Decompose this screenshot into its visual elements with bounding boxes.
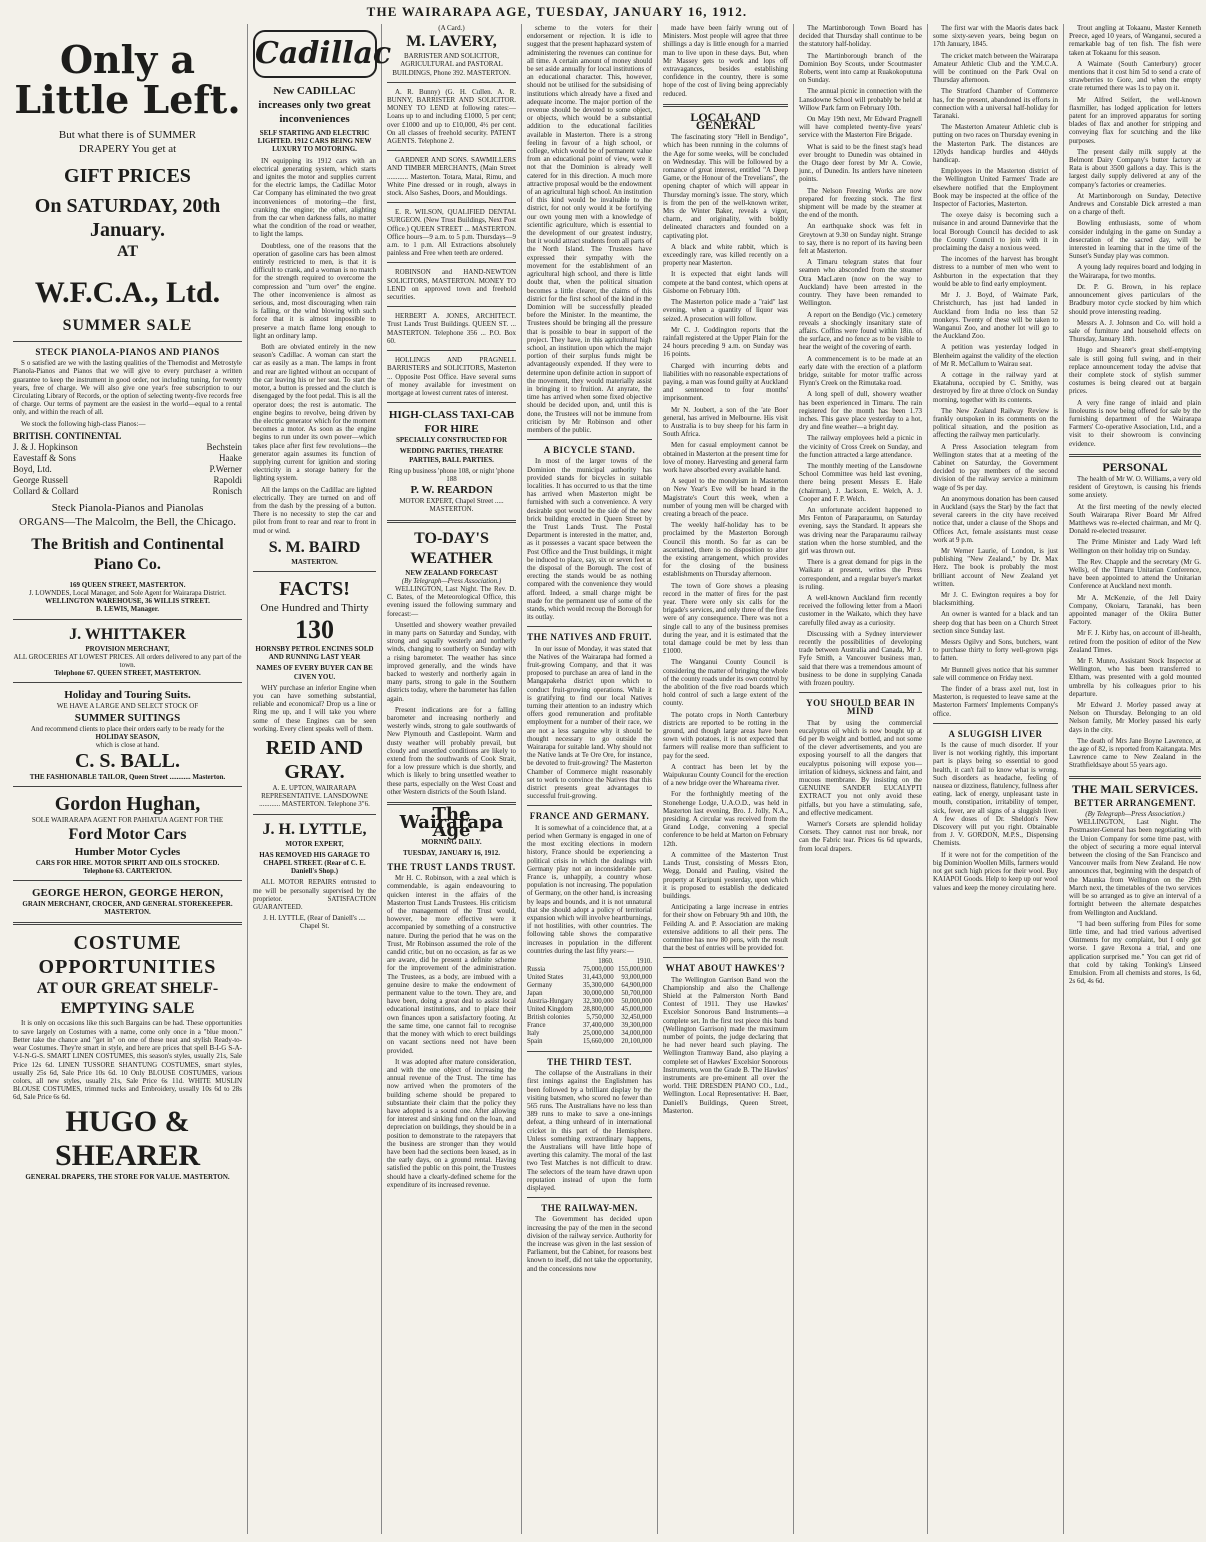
wfca-summer-sale: SUMMER SALE xyxy=(62,317,193,334)
news-item: Trout angling at Tokaanu, Master Kenneth Preece, aged 10 years, of Wanganui, secured a remarkable bag of ten fish. The fish were taken at Tokaanu for this season. xyxy=(1069,24,1201,57)
news-item: An unfortunate accident happened to Mrs Fenton of Paraparaumu, on Saturday evening, says the Standard. It appears she was driving near the Paraparaumu railway station when the horse stumbled, and the girl was thrown out. xyxy=(799,505,922,555)
news-item: At Martinborough on Sunday, Detective Andrews and Constable Dick arrested a man on a charge of theft. xyxy=(1069,191,1201,217)
column-ads-cadillac xyxy=(248,24,392,1534)
costume-heading: COSTUME OPPORTUNITIES xyxy=(38,932,217,979)
table-header-row xyxy=(527,958,652,966)
local-item: Mr N. Joubert, a son of the 'ate Boer general, has arrived in Melbourne. His visit to Australia is to buy sheep for his farm in South Africa. xyxy=(663,405,788,439)
table-row xyxy=(527,982,652,990)
piano-maker-row xyxy=(13,486,242,497)
rail-heading: THE RAILWAY-MEN. xyxy=(541,1203,638,1214)
hughan-phone: Telephone 63. CARTERTON. xyxy=(83,866,172,875)
mail-subheading: BETTER ARRANGEMENT. xyxy=(1074,797,1196,808)
table-country: British colonies xyxy=(527,1013,570,1021)
maker-continental: Haake xyxy=(219,452,242,463)
table-row xyxy=(527,1022,652,1030)
eucalyptus-heading: YOU SHOULD BEAR IN MIND xyxy=(806,698,915,717)
local-item: The Masterton police made a "raid" last evening, when a quantity of liquor was seized. A prosecution will follow. xyxy=(663,298,788,323)
news-item: The Masterton Amateur Athletic club is putting on two races on Thursday evening in the Masterton Park. The distances are 120yds handicap hurdles and 440yds handicap. xyxy=(933,123,1058,165)
maker-british: Collard & Collard xyxy=(13,485,79,496)
news-item: The Martinborough branch of the Dominion Boy Scouts, under Scoutmaster Roberts, went into camp at Ruakokoputuna on Sunday. xyxy=(799,51,922,85)
weather-telegraph: (By Telegraph—Press Association.) xyxy=(401,576,502,585)
hughan-hire: CARS FOR HIRE. MOTOR SPIRIT AND OILS STOCKED. xyxy=(35,858,220,867)
local-item: A black and white rabbit, which is exceedingly rare, was killed recently on a property near Masterton. xyxy=(663,242,788,268)
news-item: Employees in the Masterton district of the Wellington United Farmers' Trade are elsewhere notified that the Employment Book may be inspected at the office of the Inspector of Factories, Masterton. xyxy=(933,167,1058,209)
table-value: 31,443,000 xyxy=(583,973,614,981)
editorial-date: TUESDAY, JANUARY 16, 1912. xyxy=(403,848,500,857)
column-editorial xyxy=(522,24,658,1534)
piano-text: S o satisfied are we with the lasting qualities of the Themodist and Metrostyle Pianola-Pianos and Pianos that we will give to every purchaser a written guarantee to keep the instrument in good order, not including tuning, for twenty years, free of charge. We will also give one year's free subscription to our Circulating Library of Records, or the option of selecting twenty-five records free of charge. Our terms of payment are the easiest in the world—equal to a rental only, and within the reach of all. xyxy=(13,359,242,417)
table-value: 25,000,000 xyxy=(583,1029,614,1037)
wfca-headline: Only a Little Left. xyxy=(14,37,241,122)
hollings-text: HOLLINGS AND PRAGNELL BARRISTERS and SOLICITORS, Masterton ... Opposite Post Office. Have several sums of money available for investment on mortgage at lowest current rates of interest. xyxy=(387,356,516,397)
table-value: 34,000,000 xyxy=(621,1029,652,1037)
table-country: United Kingdom xyxy=(527,1005,573,1013)
maker-british: Eavestaff & Sons xyxy=(13,452,76,463)
news-item: The health of Mr W. O. Williams, a very old resident of Greytown, is causing his friends some anxiety. xyxy=(1069,474,1202,500)
cadillac-logo: Cadillac xyxy=(253,30,377,78)
news-item: WELLINGTON, Last Night. The Postmaster-General has been negotiating with the Union Company for some time past, with the object of securing a more equal interval between the closing of the San Francisco and Vancouver mails from New Zealand. He now announces that, beginning with the despatch of the Maunka from Wellington on the 29th March next, the timetables of the two services will be so arranged as to give an interval of a fortnight between the alternate despatches from Wellington and Auckland. xyxy=(1069,818,1201,917)
news-item: The Prime Minister and Lady Ward left Wellington on their holiday trip on Sunday. xyxy=(1069,538,1201,555)
table-row xyxy=(527,1006,652,1014)
table-country: Austria-Hungary xyxy=(527,997,574,1005)
news-item: The present daily milk supply at the Belmont Dairy Company's butter factory at Rata is about 3500 gallons a day. This is the largest daily supply delivered at any of the company's factories or creameries. xyxy=(1069,147,1201,189)
baird-town: MASTERTON. xyxy=(291,557,338,566)
news-item: A Timaru telegram states that four seamen who absconded from the steamer Otra MacLaren (now on the way to Auckland) have been arrested in the country. They have been remanded to Wellington. xyxy=(799,258,922,308)
news-item: A petition was yesterday lodged in Blenheim against the validity of the election of Mr R. McCallum to Wairau seat. xyxy=(933,343,1058,368)
piano-maker-row xyxy=(13,442,242,453)
hawkes-text: The Wellington Garrison Band won the Championship and also the Challenge Shield at the Palmerston North Band Contest of 1911. They use Hawkes' Excelsior Sonorous Band Instruments—a complete set. In the first test piece this band (Wellington Garrison) made the maximum number of points, the judge declaring that he had never heard such playing. The Wellington Tramway Band, also playing a complete set of Hawkes' Excelsior Sonorous Instruments, won the Grade B. The Hawkes' instruments are pre-eminent all over the world. THE DRESDEN PIANO CO., Ltd., Wellington. Local Representative: H. Baer, Daniell's Buildings, Queen Street, Masterton. xyxy=(663,975,788,1115)
table-row xyxy=(527,974,652,982)
france-text: It is somewhat of a coincidence that, at a period when Germany is engaged in one of the most exciting elections in modern history, France should be experiencing a political crisis in which the dealings with Germany play not an inconsiderable part. France is, unhappily, a country whose population is not increasing. The population of Germany, on the other hand, is increasing by leaps and bounds, and it is not unnatural that she should adopt a policy of territorial expansion which will involve heartburnings, if not hostilities, with other countries. The following table shows the comparative increases in population in the different countries during the last fifty years:— xyxy=(527,823,652,955)
table-value: 32,300,000 xyxy=(583,997,614,1005)
table-value: 37,400,000 xyxy=(583,1021,614,1029)
newspaper-page xyxy=(8,24,1202,1536)
heron-town: MASTERTON. xyxy=(104,908,151,917)
news-item: A well-known Auckland firm recently received the following letter from a Maori customer in the Waikato, which they have carefully filed away as a curiosity. xyxy=(799,594,922,627)
cadillac-sub: SELF STARTING AND ELECTRIC LIGHTED. 1912 CARS BEING NEW LUXURY TO MOTORING. xyxy=(257,129,372,154)
wfca-advert xyxy=(13,37,242,336)
piano-heading: STECK PIANOLA-PIANOS AND PIANOS xyxy=(35,347,220,357)
kaiapoi-text: If it were not for the competition of the big Dominion Woollen Mills, farmers would not get such high prices for their wool. Buy KAIAPOI Goods. Help to keep up our wool values and keep the money circulating here. xyxy=(933,850,1058,892)
ball-holiday: Holiday and Touring Suits. xyxy=(64,689,191,702)
column-ads-left xyxy=(8,24,248,1534)
heron-trade: GRAIN MERCHANT, CROCER, AND GENERAL STOREKEEPER. xyxy=(22,900,233,909)
card-label: (A Card.) xyxy=(438,24,465,32)
news-item: There is a great demand for pigs in the Waikato at present, writes the Press correspondent, and a regular buyer's market is ruling. xyxy=(799,558,922,591)
heron-name: GEORGE HERON, GEORGE HERON, xyxy=(32,887,223,900)
table-country: Japan xyxy=(527,989,543,997)
news-item: A report on the Bendigo (Vic.) cemetery reveals a shockingly insanitary state of affairs. Coffins were found within 18in. of the surface, and no fence as to be visible to hear the weight of the covering of earth. xyxy=(799,310,922,352)
table-year-1860: 1860. xyxy=(598,957,614,965)
bcp-manager: J. LOWNDES, Local Manager, and Sole Agent for Wairarapa District. xyxy=(28,589,227,598)
table-value: 155,000,000 xyxy=(618,965,652,973)
local-item: Mr C. J. Coddington reports that the rainfall registered at the Upper Plain for the 24 hours preceding 9 a.m. on Sunday was 16 points. xyxy=(663,325,788,359)
test-text: The collapse of the Australians in their first innings against the Englishmen has been followed by a brilliant display by the visiting batsmen, who scored no fewer than 565 runs. The Australians have no less than 389 runs to make to save a one-innings defeat, a thing unheard of in international cricket in this part of the Hemisphere. Unless something extraordinary happens, the Australians will have little hope of averting this calamity. The moral of the last two Test Matches is not difficult to draw. The selectors of the team have drawn upon reputation instead of upon the form displayed. xyxy=(527,1069,652,1192)
bunny-text: A. R. Bunny) (G. H. Cullen. A. R. BUNNY, BARRISTER AND SOLICITOR. MONEY TO LEND at following rates:—Loans up to and including £1000, 5 per cent; over £1000 and up to £10,000, 4½ per cent. On all classes of freehold security. PATENT AGENTS. Telephone 2. xyxy=(387,87,516,146)
table-year-1910: 1910. xyxy=(636,957,652,965)
news-item: The railway employees held a picnic in the vicinity of Cross Creek on Sunday, and the function attracted a large attendance. xyxy=(799,434,922,459)
table-row xyxy=(527,1014,652,1022)
taxi-heading: HIGH-CLASS TAXI-CAB FOR HIRE xyxy=(388,409,515,436)
news-item: Mr A. McKenzie, of the Jell Dairy Company, Okoiaru, Taranaki, has been appointed manager of the Okiira Butter Factory. xyxy=(1069,593,1201,627)
wfca-gift-prices: GIFT PRICES xyxy=(64,165,191,187)
bicycle-text: In most of the larger towns of the Dominion the municipal authority has provided stands for bicycles in suitable localities. It has occurred to us that the time has arrived when Masterton might be furnished with such a convenience. A very desirable spot would be the side of the new brick building erected in Queen Street by the Trust Lands Trust. The Postal Department is interested in the matter, and, as it possesses a vacant space between the Post Office and the Trust buildings, it might be induced to place, say, six or seven feet at the disposal of the Borough. The cost of erecting the stands would be as nothing compared with the convenience they would afford. Indeed, a small charge might be made for the permanent use of some of the stands, which would recoup the Borough for its outlay. xyxy=(527,457,652,622)
costume-sale: AT OUR GREAT SHELF-EMPTYING SALE xyxy=(36,980,219,1018)
table-value: 45,000,000 xyxy=(621,1005,652,1013)
news-item: Bowling enthusiasts, some of whom consider indulging in the game on Sunday a desecration of the sacred day, will be interested in learning that in the time of the Sunset's Sunday play was common. xyxy=(1069,219,1201,261)
wfca-line2: DRAPERY You get at xyxy=(78,143,177,155)
weather-forecast: NEW ZEALAND FORECAST xyxy=(405,568,498,577)
local-item: Charged with incurring debts and liabilities with no reasonable expectations of paying, a man was found guilty at Auckland and sentenced to four months' imprisonment. xyxy=(663,361,788,403)
news-item: Mr F. Munro, Assistant Stock Inspector at Wellington, who has been transferred to Eltham, was presented with a gold mounted umbrella by his colleagues prior to his departure. xyxy=(1069,657,1201,698)
cadillac-p2: Doubtless, one of the reasons that the operation of gasoline cars has been almost entirely restricted to men, is that it is difficult to crank, and a woman is no match for the strength required to overcome the compression and "turn over" the engine. The other inconvenience is almost as serious, and, most discouraging when rain is falling, or the wind blowing with such force that it is almost impossible to preserve a match flame long enough to light an ordinary lamp. xyxy=(253,241,376,340)
table-row xyxy=(527,998,652,1006)
table-country: Italy xyxy=(527,1029,540,1037)
table-value: 50,700,000 xyxy=(621,989,652,997)
table-row xyxy=(527,1030,652,1038)
news-item: A young lady requires board and lodging in the Wairarapa, for two months. xyxy=(1069,263,1201,280)
ball-we-have: WE HAVE A LARGE AND SELECT STOCK OF xyxy=(56,702,199,711)
taxi-ring: Ring up business 'phone 108, or night 'phone 188 xyxy=(388,466,515,483)
table-row xyxy=(527,990,652,998)
news-item: Mr J. C. Ewington requires a boy for blacksmithing. xyxy=(933,591,1058,608)
whittaker-phone: Telephone 67. QUEEN STREET, MASTERTON. xyxy=(54,669,201,678)
column-news-7 xyxy=(928,24,1064,1534)
news-item: Mr Bunnell gives notice that his summer sale will commence on Friday next. xyxy=(933,665,1058,682)
weather-p3: Present indications are for a falling barometer and increasing northerly and westerly winds, strong to gale southwards of New Plymouth and Castlepoint. Warm and dusty weather will probably prevail, but cloudy and unsettled conditions are likely to extend from the southwards of Cook Strait, for a low pressure which is due shortly, and which is likely to bring unsettled weather to these parts, especially on the West Coast and other Western districts of the South Island. xyxy=(387,705,516,796)
maker-continental: P.Werner xyxy=(209,463,242,474)
weather-p2: Unsettled and showery weather prevailed in many parts on Saturday and Sunday, with strong and squally westerly and northerly winds, changing to southerly on Sunday with a rising barometer. The weather has since improved generally, and the winds have backed to westerly and northerly again in many parts, strong to gale in the Southern districts today, where the barometer has fallen again. xyxy=(387,620,516,703)
france-heading: FRANCE AND GERMANY. xyxy=(529,811,650,822)
table-value: 75,000,000 xyxy=(583,965,614,973)
news-item: A Waimate (South Canterbury) grocer mentions that it cost him 5d to send a crate of strawberries to Gore, and when the empty crate returned there was 1s to pay on it. xyxy=(1069,59,1201,93)
ball-season: HOLIDAY SEASON, xyxy=(95,732,160,741)
organs-line: ORGANS—The Malcolm, the Bell, the Chicago. xyxy=(19,515,236,528)
ball-close: which is close at hand. xyxy=(95,741,160,750)
facts-line: One Hundred and Thirty xyxy=(260,601,369,614)
piano-maker-row xyxy=(13,453,242,464)
local-item: It is expected that eight lands will compete at the band contest, which opens at Gisborne on February 10th. xyxy=(663,270,788,295)
ball-name: C. S. BALL. xyxy=(74,750,181,773)
table-value: 15,660,000 xyxy=(583,1037,614,1045)
news-item: A long spell of dull, showery weather has been experienced in Timaru. The rain registered for the month has been 1.73 inches. This gave place yesterday to a hot, dry and fine weather—a bright day. xyxy=(799,390,922,432)
news-item: A very fine range of inlaid and plain linoleums is now being offered for sale by the furnishing department of the Wairarapa Farmers' Co-operative Association, Ltd., and a visit to their showroom is convincing evidence. xyxy=(1069,398,1201,448)
ball-suitings: SUMMER SUITINGS xyxy=(74,711,181,724)
news-item: Mr J. J. Boyd, of Waimate Park, Christchurch, has just had landed in Auckland from India no less than 52 monkeys. Twenty of these will be taken to Wanganui Zoo, and another lot will go to the Auckland Zoo. xyxy=(933,291,1058,341)
table-value: 30,000,000 xyxy=(583,989,614,997)
maker-continental: Rapoldi xyxy=(213,474,242,485)
news-item: The New Zealand Railway Review is frankly outspoken in its comments on the political situation, and the position as affecting the railway men particularly. xyxy=(933,406,1058,440)
piano-makers-list xyxy=(13,442,242,497)
news-item: The monthly meeting of the Lansdowne School Committee was held last evening, there being present Messrs E. Hale (chairman), J. Jackson, E. Welch, A. J. Cooper and F. P. Welch. xyxy=(799,461,922,503)
news-item: Dr. P. G. Brown, in his replace announcement gives particulars of the Bradbury motor cycle stocked by him which should prove interesting reading. xyxy=(1069,282,1201,316)
bcp-name: The British and Continental Piano Co. xyxy=(31,535,224,573)
weather-p1: WELLINGTON, Last Night. The Rev. D. C. Bates, of the Meteorological Office, this evening issued the following summary and forecast:— xyxy=(387,584,516,618)
table-country: Russia xyxy=(527,965,546,973)
local-item: The fascinating story "Hell in Bendigo", which has been running in the columns of the Age for some weeks, will be concluded on Wednesday. This will be followed by a romance of great interest, entitled "A Deep Game, or the Honour of the Trevelians", the opening chapter of which will appear in Thursday morning's issue. The story, which is from the pen of the well-known writer, Mrs de Winter Baker, reveals a vigor, charm, and originality, with boldly delineated characters and founded on a captivating plot. xyxy=(663,133,788,240)
wfca-line1: But what there is of SUMMER xyxy=(58,129,197,141)
maker-british: George Russell xyxy=(13,474,69,485)
piano-maker-row xyxy=(13,475,242,486)
news-item: On May 19th next, Mr Edward Pragnell will have completed twenty-five years' service with the Masterton Fire Brigade. xyxy=(799,115,922,140)
population-table xyxy=(527,958,652,1046)
reardon-name: P. W. REARDON xyxy=(410,484,493,497)
hornsby-line: HORNSBY PETROL ENCINES SOLD AND RUNNING LAST YEAR xyxy=(255,644,374,662)
piano-maker-row xyxy=(13,464,242,475)
news-item: A Press Association telegram from Wellington states that at a meeting of the Cabinet on Saturday, the Government decided to pay members of the second division of the railway service a minimum wage of 9s per day. xyxy=(933,442,1058,492)
local-item: A sequel to the mondyism in Masterton on New Year's Eve will be heard in the Magistrate's Court this week, when a number of young men will be charged with creating a breach of the peace. xyxy=(663,477,788,518)
maker-continental: Ronisch xyxy=(212,485,242,496)
table-country: Spain xyxy=(527,1037,543,1045)
maker-continental: Bechstein xyxy=(206,441,242,452)
news-item: Hugo and Shearer's great shelf-emptying sale is still going full swing, and in their replace announcement today the advise that their complete stock of stylish summer costumes is being cleared out at bargain prices. xyxy=(1069,346,1201,396)
news-item: The death of Mrs Jane Boyne Lawrence, at the age of 82, is reported from Kaitangata. Mrs Lawrence came to New Zealand in the Strathfieldsaye about 55 years ago. xyxy=(1069,736,1201,770)
gardner-text: GARDNER AND SONS. SAWMILLERS AND TIMBER MERCHANTS, (Main Street ............ Masterton. Totara, Matai, Rimu, and White Pine dressed or in rough, always in stock. Also Sashes, Doors, and Mouldings. xyxy=(387,156,516,198)
news-item: The finder of a brass axel nut, lost in Masterton, is requested to leave same at the Masterton Farmers' Implements Company's office. xyxy=(933,685,1058,718)
wilson-text: E. R. WILSON, QUALIFIED DENTAL SURGEON. (New Trust Buildings, Next Post Office.) QUEEN STREET ... MASTERTON. Office hours—9 a.m. to 5 p.m. Thursdays—9 a.m. to 1 p.m. All Extractions absolutely painless and Free when teeth are ordered. xyxy=(387,208,516,258)
natives-text: In our issue of Monday, it was stated that the Natives of the Wairarapa had formed a fruit-growing Company, and that it was proposed to purchase an area of land in the Mangapakeha district upon which to conduct fruit-growing operations. While it is gratifying to find our local Natives turning their attention to an industry which offers good remuneration and profitable employment for a number of their race, we are not a less sanguine why it should be thought necessary to go outside the Wairarapa for suitable land. Why should not the Native lands at Te Ore Ore, for instance, be devoted to fruit-growing? The Masterton Chamber of Commerce might reasonably set to work to convince the Natives that this district presents great advantages to successful fruit-growing. xyxy=(527,644,652,801)
column-personal xyxy=(1064,24,1206,1534)
local-item: The Wanganui County Council is considering the matter of bringing the whole of the county roads under its own control by the abolition of the five road boards which hold control of such a large extent of the county. xyxy=(663,658,788,708)
local-item: The weekly half-holiday has to be proclaimed by the Masterton Borough Council this month. So far as can be ascertained, there is no disposition to alter the existing arrangement, which provides for the closing of the business establishments on Thursday afternoon. xyxy=(663,521,788,579)
reid-gray-name: REID AND GRAY. xyxy=(265,736,364,783)
maker-british: J. & J. Hopkinson xyxy=(13,441,78,452)
local-item: The potato crops in North Canterbury districts are reported to be rotting in the ground, and though large areas have been sown with potatoes, it is not expected that farmers will realise more than sufficient to pay for the seed. xyxy=(663,710,788,760)
hawkes-heading: WHAT ABOUT HAWKES'? xyxy=(665,963,786,974)
trust-heading: THE TRUST LANDS TRUST. xyxy=(387,862,516,873)
piano-stock: We stock the following high-class Pianos:— xyxy=(21,419,146,428)
table-value: 32,450,000 xyxy=(621,1013,652,1021)
whittaker-groceries: ALL GROCERIES AT LOWEST PRICES. All orders delivered to any part of the town. xyxy=(13,652,242,670)
rail-text: The Government has decided upon increasing the pay of the men in the second division of the railway service. Authority for the increase was given in the last session of Parliament, but the Cabinet, for reasons best known to itself, did not take the opportunity, and the concessions now xyxy=(527,1215,652,1273)
liver-heading: A SLUGGISH LIVER xyxy=(948,728,1043,739)
news-item: The Martinborough Town Board has decided that Thursday shall continue to be the statutory half-holiday. xyxy=(799,24,922,49)
rail-continued: made have been fairly wrung out of Ministers. Most people will agree that three shillings a day is little enough for a married man to live upon in these days. But, when Mr Massey gets to work and lops off extravagances, besides establishing confidence in the country, there is some hope of the cost of living being appreciably reduced. xyxy=(663,24,788,98)
news-item: An anonymous donation has been caused in Auckland (says the Star) by the fact that several careers in the city have received notice that, under a clause of the Shops and Offices Act, female assistants must cease work at 9 p.m. xyxy=(933,494,1058,544)
news-item: A commencement is to be made at an early date with the erection of a platform bridge, suitable for motor traffic across Flynn's Creek on the Rimutaka road. xyxy=(799,354,922,388)
news-item: Messrs Ogilvy and Sons, butchers, want to purchase thirty to forty well-grown pigs to fatten. xyxy=(933,638,1058,663)
baird-name: S. M. BAIRD xyxy=(268,538,361,556)
ball-tailor: THE FASHIONABLE TAILOR, Queen Street ............ Masterton. xyxy=(29,773,226,782)
news-item: Discussing with a Sydney interviewer recently the possibilities of developing trade between Australia and Canada, Mr J. Fyfe Smith, a Vancouver business man, said that there was a tremendous amount of business to be done in supplying Canada with frozen poultry. xyxy=(799,629,922,688)
taxi-parties: WEDDING PARTIES, THEATRE PARTIES, BALL PARTIES. xyxy=(399,447,504,464)
news-item: The Stratford Chamber of Commerce has, for the present, abandoned its efforts in connection with a universal half-holiday for Taranaki. xyxy=(933,87,1058,121)
hughan-humber: Humber Motor Cycles xyxy=(74,845,181,858)
hornsby-text: WHY purchase an inferior Engine when you can have something substantial, reliable and economical? Drop us a line or Ring me up, and I will take you where some of these Engines can be seen working. Every client speaks well of them. xyxy=(253,683,376,733)
cadillac-p4: All the lamps on the Cadillac are lighted electrically. They are turned on and off from the dash by the pressing of a button. There is no necessity to step the car and pilot from front to rear and rear to front in mud or wind. xyxy=(253,485,376,535)
news-item: The cricket match between the Wairarapa Amateur Athletic Club and the Y.M.C.A. will be continued on the Park Oval on Thursday afternoon. xyxy=(933,51,1058,85)
bicycle-heading: A BICYCLE STAND. xyxy=(543,445,636,456)
table-value: 93,000,000 xyxy=(621,973,652,981)
wfca-at: AT xyxy=(116,243,139,260)
news-item: The incomes of the harvest has brought distress to a number of men who went to Ashburton in the expectation that they would be able to find early employment. xyxy=(933,255,1058,288)
news-item: Messrs A. J. Johnson and Co. will hold a sale of furniture and household effects on Thursday, January 18th. xyxy=(1069,318,1201,344)
column-professional xyxy=(382,24,522,1534)
table-value: 39,300,000 xyxy=(621,1021,652,1029)
local-general-heading: LOCAL AND GENERAL xyxy=(690,109,761,133)
news-item: The annual picnic in connection with the Lansdowne School will probably be held at Willow Park farm on February 10th. xyxy=(799,87,922,112)
mail-heading: THE MAIL SERVICES. xyxy=(1072,781,1198,796)
news-item: An owner is wanted for a black and tan sheep dog that has been on a Church Street section since Sunday last. xyxy=(933,610,1058,635)
whittaker-provision: PROVISION MERCHANT, xyxy=(85,644,170,653)
news-item: At the first meeting of the newly elected South Wairarapa River Board Mr Alfred Matthews was re-elected chairman, and Mr Q. Donald re-elected treasurer. xyxy=(1069,502,1201,536)
hughan-agent: SOLE WAIRARAPA AGENT FOR PAHIATUA AGENT FOR THE xyxy=(31,816,224,825)
costume-text: It is only on occasions like this such Bargains can be had. These opportunities to save largely on Costumes with a name, come only once in a "blue moon." Better take the chance and "get in" on one of these neat and stylish Ready-to-wear Costumes. They're smart in style, and here are prices that spell B-I-G S-A-V-I-N-G-S. SMART LINEN COSTUMES, this season's styles, usually 21s, Sale Price 12s 6d. LINEN TUSSORE SHANTUNG COSTUMES, smart styles, usually 25s 6d, Sale Price 10s 6d. 10 Only BLOUSE COSTUMES, various colors, all new styles, usually 21s, Sale Price 6s 11d. WHITE MUSLIN BLOUSE COSTUMES, trimmed tucks and Embroidery, usually 10s 6d to 28s 6d, Sale Price 6s 6d. xyxy=(13,1019,242,1102)
news-item: An earthquake shock was felt in Greytown at 9.30 on Sunday night. Strange to say, there is no report of its having been felt at Masterton. xyxy=(799,222,922,256)
local-item: A committee of the Masterton Trust Lands Trust, consisting of Messrs Eton, Wegg, Donald and Pauling, visited the property at Kuripuni yesterday, upon which it is proposed to establish the dedicated buildings. xyxy=(663,850,788,900)
cadillac-heading: New CADILLAC increases only two great inconveniences xyxy=(258,85,371,125)
hugo-shearer-tagline: GENERAL DRAPERS, THE STORE FOR VALUE. MASTERTON. xyxy=(25,1172,230,1181)
editorial-p1: scheme to the voters for their endorsement or rejection. It is idle to suggest that the present haphazard system of administering the revenues can continue for all time. A certain amount of money should be set aside annually for local institutions of an educational character. This, however, should not be utilised for the subsidising of institutions which already have a fixed and adequate income. The major portion of the revenue should be devoted to some object, or objects, which would be a substantial addition to the educational facilities available in Masterton. There is a strong feeling in favour of a high school, or college, which would be of permanent value from an educational point of view, were it not that the Dominion is already well catered for in this direction. A much more attractive proposal would be the endowment of an agricultural high school. An institution of this kind would be invaluable to the district, for not only would it be fortifying our own young men with a knowledge of scientific agriculture, which is essential to the development of our greatest industry, but it would attract students from all parts of the North Island. The Trustees have expressed their sympathy with the movement for the establishment of an agricultural high school, and there is little doubt that, when the political situation becomes a little clearer, the claims of this district for the first school of the kind in the Dominion will be successfully pleaded before the Minister. In the meantime, the Trustees should be bringing all the pressure that is possible to bear in support of the project. They have, in this agricultural high school, an institution upon which the major portion of their surplus funds might be advantageously expended. If they were to determine upon definite action in support of the movement, they would materially assist in bringing it to fruition. At anyrate, the time has arrived when some fixed objective should be decided upon, and, until this is done, the Trustees will not be immune from criticism by Mr Robinson and other members of the public. xyxy=(527,24,652,434)
table-value: 20,100,000 xyxy=(621,1037,652,1045)
table-row xyxy=(527,1038,652,1046)
reid-gray-agent: A. E. UPTON, WAIRARAPA REPRESENTATIVE. LANSDOWNE ............ MASTERTON. Telephone 3"6. xyxy=(259,783,370,809)
bcp-wellington: WELLINGTON WAREHOUSE, 36 WILLIS STREET. xyxy=(45,597,210,606)
table-value: 50,000,000 xyxy=(621,997,652,1005)
news-item: Mr Alfred Seifert, the well-known flaxmiller, has lodged application for letters patent for an improved apparatus for sorting blades of flax and another for stripping and conveying flax for scutching and the like purposes. xyxy=(1069,95,1201,145)
news-item: "I had been suffering from Piles for some little time, and had tried various advertised Ointments for my complaint, but I only got worse. I gave Rexona a trial, and one application surprised me." You can get rid of that cold by taking Tonking's Linseed Emulsion. From all chemists and stores, 1s 6d, 2s 6d, 4s 6d. xyxy=(1069,919,1201,986)
hughan-name: Gordon Hughan, xyxy=(54,793,201,816)
news-item: Mr Werner Laurie, of London, is just publishing "New Zealand," by Dr. Max Herz. The book is probably the most brilliant account of New Zealand yet written. xyxy=(933,546,1058,588)
lyttle-repairs: ALL MOTOR REPAIRS entrusted to me will be personally supervised by the proprietor. SATISFACTION GUARANTEED. xyxy=(253,878,376,912)
bcp-lewis: B. LEWIS, Manager. xyxy=(96,605,159,614)
personal-heading: PERSONAL xyxy=(1102,459,1168,474)
steck-line: Steck Pianola-Pianos and Pianolas xyxy=(51,501,204,514)
local-item: For the forthnightly meeting of the Stonehenge Lodge, U.A.O.D., was held in Masterton last evening, Bro. J. Jolly, N.A., presiding. A circular was received from the Grand Lodge, convening a special conference to be held at Marton on February 12th. xyxy=(663,790,788,848)
news-item: Mr Edward J. Morley passed away at Nelson on Thursday. Belonging to an old Nelson family, Mr Morley passed his early days in the city. xyxy=(1069,701,1201,734)
lyttle-sig: J. H. LYTTLE, (Rear of Daniell's .... Chapel St. xyxy=(263,914,366,931)
warner-text: Warner's Corsets are splendid holiday Corsets. They cannot rust nor break, nor can the Fabric tear. Prices 6s 6d upwards, from local drapers. xyxy=(799,820,922,853)
news-item: A cottage in the railway yard at Ekatahuna, occupied by C. Smithy, was destroyed by fire at three o'clock on Sunday morning, together with its contents. xyxy=(933,370,1058,404)
test-heading: THE THIRD TEST. xyxy=(547,1056,632,1067)
column-local-general xyxy=(658,24,794,1534)
table-value: 35,300,000 xyxy=(583,981,614,989)
whittaker-name: J. WHITTAKER xyxy=(69,625,186,643)
local-item: A contract has been let by the Waipukurau County Council for the erection of a new bridge over the Whareama river. xyxy=(663,762,788,788)
reardon-text: MOTOR EXPERT, Chapel Street ..... MASTERTON. xyxy=(399,497,504,514)
bcp-address: 169 QUEEN STREET, MASTERTON. xyxy=(69,580,186,589)
wfca-date: On SATURDAY, 20th January. xyxy=(34,195,221,241)
lavery-name: M. LAVERY, xyxy=(406,33,497,51)
trust-p1: Mr H. C. Robinson, with a zeal which is commendable, is again endeavouring to quicken interest in the affairs of the Masterton Trust Lands Trustees. His criticism of the management of the Trust would, however, be more effective were it accompanied by something of a constructive nature. During the period that he was on the Trust, Mr Robinson assumed the role of the candid critic, but on no occasion, as far as we are aware, did he present a definite scheme for the improvement of the administration. The Trustees, as a body, are imbued with a genuine desire to make the endowment of permanent value to the town. They are, and have been, doing a great deal to assist local educational institutions, and to place their own finances upon a satisfactory footing. At the same time, one cannot fail to recognise that the money with which to erect buildings on vacant sections need not have been provided. xyxy=(387,874,516,1055)
lyttle-title: MOTOR EXPERT, xyxy=(285,839,344,848)
lyttle-removed: HAS REMOVED HIS GARAGE TO CHAPEL STREET. (Rear of C. E. Daniell's Shop.) xyxy=(259,850,370,876)
maker-british: Boyd, Ltd. xyxy=(13,463,52,474)
news-item: What is said to be the finest stag's head ever brought to Dunedin was obtained in the Otago deer forest by Mr A. Cowie, junr., of Dunedin. Its antlers have nineteen points. xyxy=(799,142,922,184)
mail-telegraph: (By Telegraph—Press Association.) xyxy=(1085,810,1185,819)
weather-heading: TO-DAY'S WEATHER xyxy=(410,529,493,567)
editorial-morning: MORNING DAILY. xyxy=(421,837,482,846)
column-news-6 xyxy=(794,24,928,1534)
eucalyptus-text: That by using the commercial eucalyptus oil which is now bought up at 6d per lb weight and bottled, and not some of the clever advertisements, and you are exposing yourself to all the dangers that eucalyptus poisoning will expose you—irritation of kidneys, sickness and faint, and mucous membrane. By insisting on the GENUINE SANDER EUCALYPTI EXTRACT you not only avoid these pitfalls, but you have a stimulating, safe, and effective medicament. xyxy=(799,718,922,817)
hugo-shearer-name: HUGO & SHEARER xyxy=(54,1104,201,1172)
local-item: Men for casual employment cannot be obtained in Masterton at the present time for love of money. Harvesting and general farm work have absorbed every available hand. xyxy=(663,441,788,474)
lavery-text: BARRISTER AND SOLICITOR, AGRICULTURAL and PASTORAL BUILDINGS, Phone 392. MASTERTON. xyxy=(392,52,511,77)
news-item: The oxeye daisy is becoming such a nuisance in and around Dannevirke that the local Borough Council has decided to ask the County Council to join with it in proclaiming the daisy a noxious weed. xyxy=(933,211,1058,253)
hughan-ford: Ford Motor Cars xyxy=(68,825,187,843)
table-value: 28,800,000 xyxy=(583,1005,614,1013)
table-value: 5,750,000 xyxy=(586,1013,614,1021)
masthead: THE WAIRARAPA AGE, TUESDAY, JANUARY 16, 1912. xyxy=(366,4,748,19)
trust-p2: It was adopted after mature consideration, and with the one object of increasing the annual revenue of the Trust. The time has now arrived when the promoters of the building scheme should be prepared to substantiate their claim that the policy they have adopted is a sound one. After allowing for interest and sinking fund on the loan, and depreciation on buildings, they should be in a position to demonstrate to the ratepayers that the business are stronger than they would have been had the sections been leased, as in the early days, on a ground rental. Having satisfied the public on this point, the Trustees should have a clearly-defined scheme for the expenditure of its increased revenue. xyxy=(387,1057,516,1189)
cadillac-p3: Both are obviated entirely in the new season's Cadillac. A woman can start the car as easily as a man. The lamps in front and rear are lighted without an occupant of the car leaving his or her seat. To start the motor, a button is pressed and the clutch is disengaged by the foot pedal. This is all the operator does; the rest is automatic. The engine begins to revolve, being driven by the electric generator which for the moment becomes a motor. As soon as the engine begins to run under its own power—which takes place after first few revolutions—the generator again assumes its function of supplying current for ignition and storing electricity in a storage battery for the lighting system. xyxy=(253,343,376,483)
liver-text: Is the cause of much disorder. If your liver is not working rightly, this important part is plays being so essential to good health, it can't fail to know what is wrong. Such disorders as headache, feeling of nausea or dizziness, flatulency, fullness after eating, lack of energy, unpleasant taste in mouth, constipation, irritability of temper, sick, fever, are all signs of a sluggish liver. A few doses of Dr. Sheldon's New Discovery will put you right. Obtainable from J. V. GORDON, M.P.S., Dispensing Chemists. xyxy=(933,741,1058,848)
robinson-text: ROBINSON and HAND-NEWTON SOLICITORS, MASTERTON. MONEY TO LEND on approved town and freehold securities. xyxy=(387,268,516,302)
wfca-name: W.F.C.A., Ltd. xyxy=(34,276,221,309)
news-item: Mr F. J. Kirby has, on account of ill-health, retired from the position of editor of the New Zealand Times. xyxy=(1069,629,1201,654)
table-country: France xyxy=(527,1021,546,1029)
natives-heading: THE NATIVES AND FRUIT. xyxy=(527,632,652,643)
news-item: The Rev. Chapple and the secretary (Mr G. Wells), of the Timaru Unitarian Conference, have been appointed to attend the Unitarian Conference at Auckland next month. xyxy=(1069,557,1201,591)
news-item: The first war with the Maoris dates back some sixty-seven years, being begun on 17th January, 1845. xyxy=(933,24,1058,49)
taxi-specially: SPECIALLY CONSTRUCTED FOR xyxy=(395,436,508,445)
facts-heading: FACTS! xyxy=(279,577,350,600)
lyttle-name: J. H. LYTTLE, xyxy=(262,820,367,838)
facts-number: 130 xyxy=(295,614,334,644)
local-item: The town of Gore shows a pleasing record in the matter of fires for the past year. There were only six calls for the brigade's services, and only three of the fires were of any consequence. There was not a single call to any of the business premises during the year, and it is estimated that the total damage could be met by less than £1000. xyxy=(663,581,788,656)
table-country: United States xyxy=(527,973,564,981)
table-country: Germany xyxy=(527,981,553,989)
jones-text: HERBERT A. JONES, ARCHITECT. Trust Lands Trust Buildings. QUEEN ST. ... MASTERTON. Telephone 356 ... P.O. Box 60. xyxy=(387,312,516,345)
editorial-masthead: The Wairarapa Age xyxy=(399,804,504,842)
ball-recommend: And recommend clients to place their orders early to be ready for the xyxy=(30,724,225,733)
cadillac-p1: IN equipping its 1912 cars with an electrical generating system, which starts and ignites the motor and supplies current for the electric lamps, the Cadillac Motor Car Company has eliminated the two great inconveniences of motoring—the first, cranking the engine; the other, alighting from the car when darkness falls, no matter what the condition of the road or weather, to light the lamps. xyxy=(253,156,376,239)
table-row xyxy=(527,966,652,974)
hornsby-names: NAMES OF EVERY BUYER CAN BE CIVEN YOU. xyxy=(256,664,373,681)
news-item: The Nelson Freezing Works are now prepared for freezing stock. The first shipment will be made by the steamer at the end of the month. xyxy=(799,186,922,220)
piano-columns-head: BRITISH. CONTINENTAL xyxy=(13,430,122,441)
local-item: Anticipating a large increase in entries for their show on February 9th and 10th, the Feilding A. and P. Association are making extensive additions to all their pens. The committee has now 80 pens, with the result that the best of entries will be provided for. xyxy=(663,903,788,953)
table-value: 64,900,000 xyxy=(621,981,652,989)
